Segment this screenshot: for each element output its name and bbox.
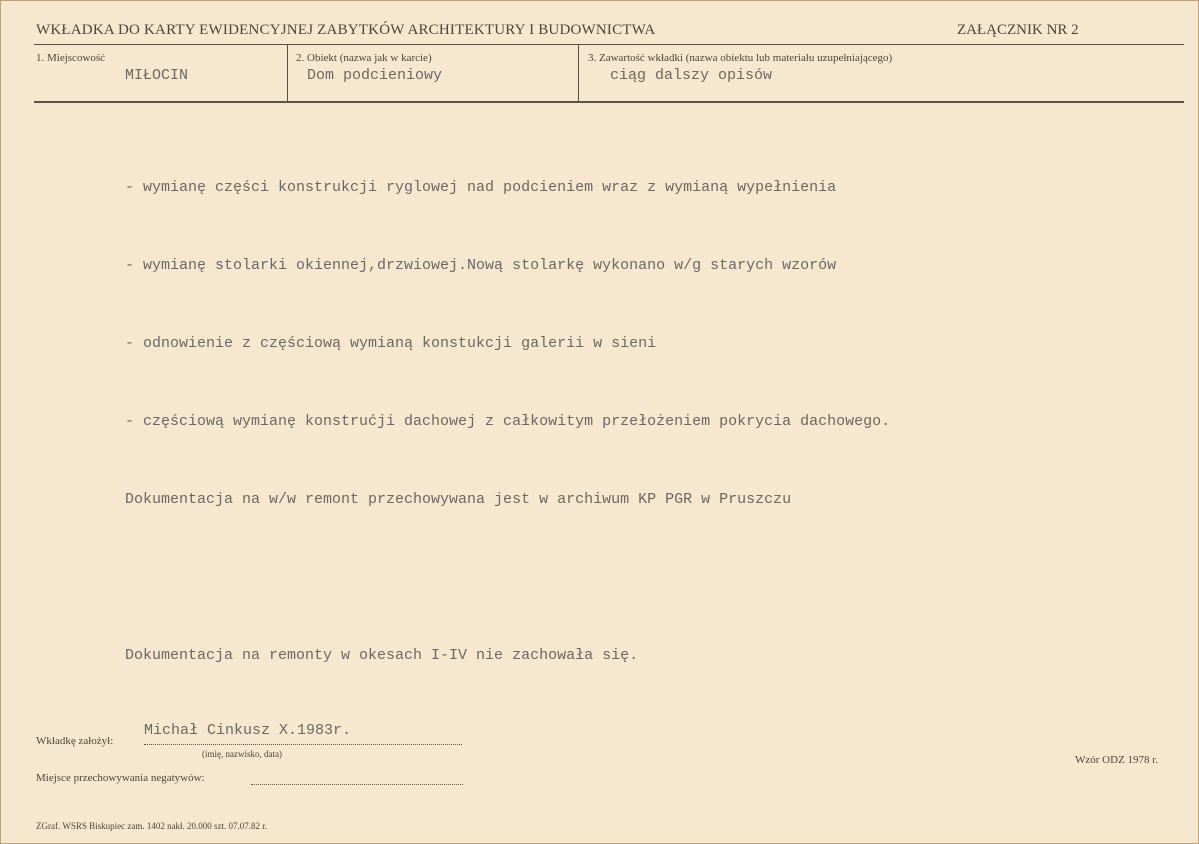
form-model-label: Wzór ODZ 1978 r. xyxy=(1075,754,1159,766)
locality-value: MIŁOCIN xyxy=(125,67,189,84)
header-top-rule xyxy=(34,44,1184,45)
object-value: Dom podcieniowy xyxy=(307,67,443,84)
body-line-blank xyxy=(125,565,890,591)
form-title: WKŁADKA DO KARTY EWIDENCYJNEJ ZABYTKÓW ARCHITEKTURY I BUDOWNICTWA xyxy=(36,22,656,38)
installer-label: Wkładkę założył: xyxy=(36,735,114,747)
printer-imprint: ZGraf. WSRS Biskupiec zam. 1402 nakł. 20.000 szt. 07.07.82 r. xyxy=(36,821,268,831)
body-line: - odnowienie z częściową wymianą konstukcji galerii w sieni xyxy=(125,335,657,352)
insert-content-label: 3. Zawartość wkładki (nazwa obiektu lub materiału uzupełniającego) xyxy=(588,52,893,64)
body-line: Dokumentacja na w/w remont przechowywana jest w archiwum KP PGR w Pruszczu xyxy=(125,491,792,508)
body-line: - częściową wymianę konstrućji dachowej z całkowitym przełożeniem pokrycia dachowego. xyxy=(125,413,891,430)
installer-value: Michał Cinkusz X.1983r. xyxy=(144,722,352,739)
installer-hint: (imię, nazwisko, data) xyxy=(202,749,282,759)
attachment-number: ZAŁĄCZNIK NR 2 xyxy=(957,22,1079,38)
body-line: - wymianę stolarki okiennej,drzwiowej.Nową stolarkę wykonano w/g starych wzorów xyxy=(125,257,837,274)
locality-label: 1. Miejscowość xyxy=(36,52,106,64)
insert-content-value: ciąg dalszy opisów xyxy=(610,67,773,84)
body-line: Dokumentacja na remonty w okesach I-IV nie zachowała się. xyxy=(125,647,639,664)
negatives-dotted-line xyxy=(251,784,463,785)
object-label: 2. Obiekt (nazwa jak w karcie) xyxy=(296,52,432,64)
column-divider-1 xyxy=(287,45,288,102)
installer-dotted-line xyxy=(144,744,462,745)
column-divider-2 xyxy=(578,45,579,102)
typed-body xyxy=(125,123,890,721)
body-line: - wymianę części konstrukcji ryglowej nad podcieniem wraz z wymianą wypełnienia xyxy=(125,179,837,196)
header-bottom-rule xyxy=(34,101,1184,103)
negatives-location-label: Miejsce przechowywania negatywów: xyxy=(36,772,205,784)
